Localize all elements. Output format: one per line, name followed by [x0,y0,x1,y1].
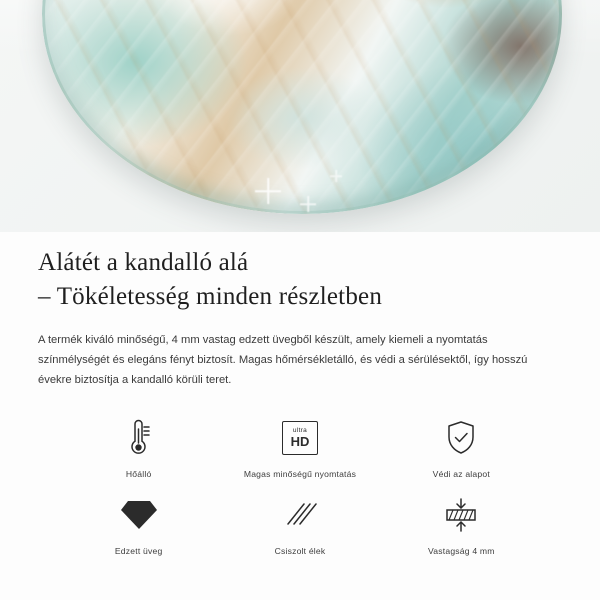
feature-grid [38,416,562,556]
feature-label: Csiszolt élek [274,546,326,556]
description-paragraph: A termék kiváló minőségű, 4 mm vastag edzett üvegből készült, amely kiemeli a nyomtatás színmélységét és elegáns fényt biztosít. Magas hőmérsékletálló, és védi a sérülésektől, így hosszú évekre biztosítja a kandalló körüli teret. [38,334,528,386]
ultra-hd-top-text: ultra [292,426,308,434]
feature-item-tempered-glass [58,493,219,556]
feature-item-polished-edges [219,493,380,556]
headline-line-2: – Tökéletesség minden részletben [38,283,383,310]
headline-line-1: Alátét a kandalló alá [38,249,249,276]
feature-item-heat-resistant [58,416,219,479]
feature-label: Hőálló [125,469,152,479]
diamond-icon [120,493,158,537]
thickness-icon [442,493,480,537]
shield-check-icon [444,416,478,460]
hero-image [0,0,600,232]
feature-label: Magas minőségű nyomtatás [243,469,357,479]
thermometer-icon [122,416,156,460]
feature-item-thickness [381,493,542,556]
feature-item-surface-protection [381,416,542,479]
feature-item-print-quality [219,416,380,479]
product-glass-board [42,0,562,214]
ultra-hd-icon [282,416,318,460]
polished-edges-icon [282,493,318,537]
ultra-hd-bottom-text: HD [290,434,310,450]
feature-label: Vastagság 4 mm [427,546,495,556]
feature-label: Védi az alapot [432,469,490,479]
content-section [0,232,600,556]
page-title [38,246,562,314]
feature-label: Edzett üveg [114,546,163,556]
